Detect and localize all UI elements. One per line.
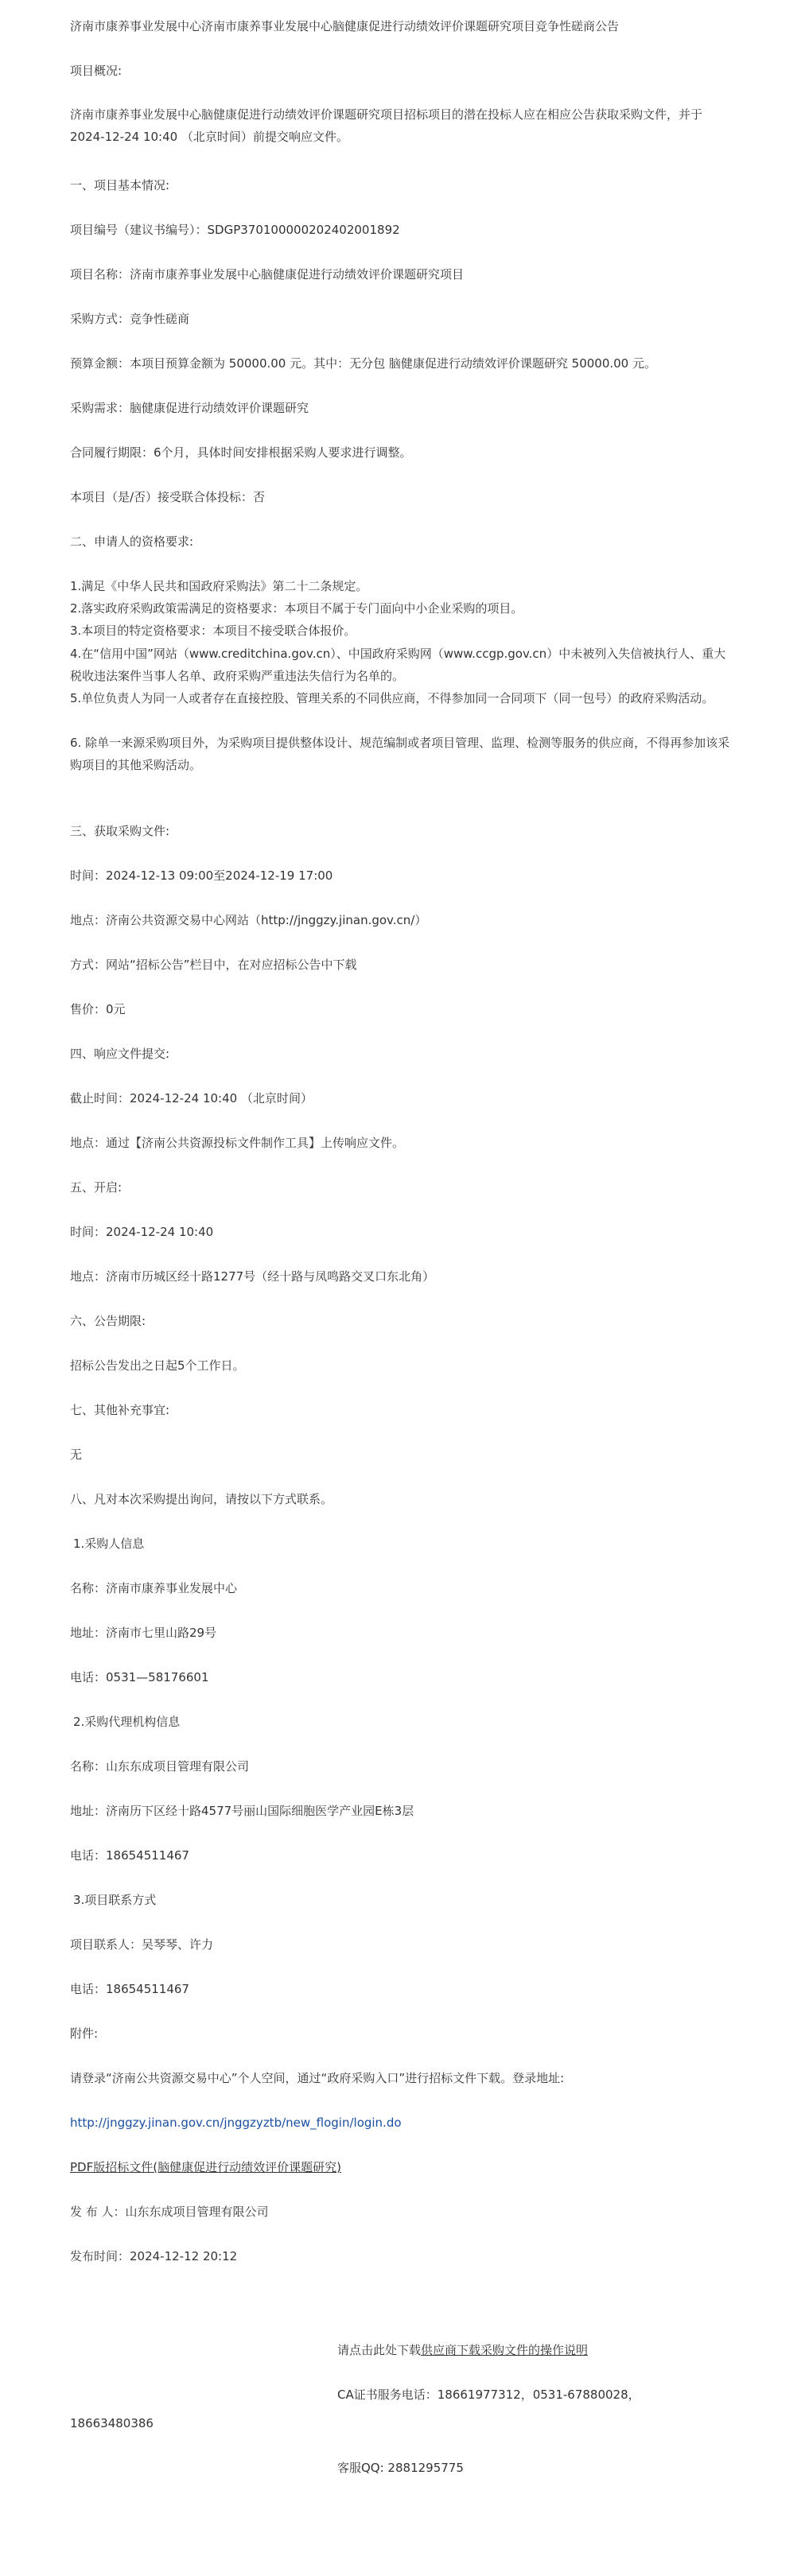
project-number: 项目编号（建议书编号）：SDGP370100000202402001892 [70, 223, 400, 237]
section7-heading: 七、其他补充事宜: [70, 1403, 170, 1417]
purchaser-address: 地址：济南市七里山路29号 [70, 1626, 217, 1640]
footer-download-line [337, 2340, 735, 2360]
supplement: 无 [70, 1447, 83, 1462]
pdf-download-link[interactable]: PDF版招标文件(脑健康促进行动绩效评价课题研究) [70, 2160, 341, 2174]
publisher: 发 布 人：山东东成项目管理有限公司 [70, 2205, 269, 2219]
overview-text: 济南市康养事业发展中心脑健康促进行动绩效评价课题研究项目招标项目的潜在投标人应在相应公告获取采购文件，并于2024-12-24 10:40 （北京时间）前提交响应文件。 [70, 107, 703, 144]
obtain-method: 方式：网站“招标公告”栏目中，在对应招标公告中下载 [70, 958, 357, 972]
footer-qq: 客服QQ: 2881295775 [337, 2461, 464, 2475]
contract-period: 合同履行期限：6个月，具体时间安排根据采购人要求进行调整。 [70, 445, 412, 460]
section2-heading: 二、申请人的资格要求: [70, 534, 194, 549]
open-location: 地点：济南市历城区经十路1277号（经十路与凤鸣路交叉口东北角） [70, 1269, 435, 1284]
publish-time: 发布时间：2024-12-12 20:12 [70, 2249, 238, 2263]
obtain-location: 地点：济南公共资源交易中心网站（http://jnggzy.jinan.gov.cn/） [70, 913, 427, 927]
footer-ca-service-cont: 18663480386 [70, 2416, 154, 2430]
purchaser-heading: 1.采购人信息 [73, 1537, 145, 1551]
section8-heading: 八、凡对本次采购提出询问，请按以下方式联系。 [70, 1492, 333, 1506]
contact-heading: 3.项目联系方式 [73, 1893, 157, 1907]
deadline: 截止时间：2024-12-24 10:40 （北京时间） [70, 1091, 313, 1105]
joint-bid: 本项目（是/否）接受联合体投标：否 [70, 490, 266, 504]
procurement-method: 采购方式：竞争性磋商 [70, 312, 190, 326]
overview-heading: 项目概况: [70, 64, 123, 78]
budget: 预算金额：本项目预算金额为 50000.00 元。其中：无分包 脑健康促进行动绩效评价课题研究 50000.00 元。 [70, 356, 656, 371]
agency-name: 名称：山东东成项目管理有限公司 [70, 1759, 250, 1774]
purchaser-phone: 电话：0531—58176601 [70, 1670, 209, 1684]
contact-phone: 电话：18654511467 [70, 1982, 189, 1996]
attachment-label: 附件: [70, 2026, 99, 2041]
section4-heading: 四、响应文件提交: [70, 1047, 170, 1061]
price: 售价：0元 [70, 1002, 126, 1016]
section1-heading: 一、项目基本情况: [70, 178, 170, 192]
section3-heading: 三、获取采购文件: [70, 824, 170, 838]
qualification-item: 3.本项目的特定资格要求：本项目不接受联合体报价。 [70, 624, 356, 638]
section5-heading: 五、开启: [70, 1180, 123, 1195]
page-title: 济南市康养事业发展中心济南市康养事业发展中心脑健康促进行动绩效评价课题研究项目竞争性磋商公告 [70, 19, 620, 33]
qualification-item: 4.在“信用中国”网站（www.creditchina.gov.cn）、中国政府采购网（www.ccgp.gov.cn）中未被列入失信被执行人、重大税收违法案件当事人名单、政府采购严重违法失信行为名单的。 [70, 647, 726, 683]
agency-phone: 电话：18654511467 [70, 1848, 189, 1863]
procurement-demand: 采购需求：脑健康促进行动绩效评价课题研究 [70, 401, 309, 415]
obtain-time: 时间：2024-12-13 09:00至2024-12-19 17:00 [70, 868, 333, 883]
agency-address: 地址：济南历下区经十路4577号丽山国际细胞医学产业园E栋3层 [70, 1804, 414, 1818]
contact-person: 项目联系人：吴琴琴、许力 [70, 1937, 214, 1952]
purchaser-name: 名称：济南市康养事业发展中心 [70, 1581, 238, 1595]
qualification-item: 5.单位负责人为同一人或者存在直接控股、管理关系的不同供应商，不得参加同一合同项下（同一包号）的政府采购活动。 [70, 691, 714, 705]
project-name: 项目名称：济南市康养事业发展中心脑健康促进行动绩效评价课题研究项目 [70, 267, 465, 282]
footer-download-prefix: 请点击此处下载 [337, 2343, 422, 2357]
login-url-link[interactable]: http://jnggzy.jinan.gov.cn/jnggzyztb/new_flogin/login.do [70, 2116, 402, 2130]
agency-heading: 2.采购代理机构信息 [73, 1715, 181, 1729]
footer-ca-service: CA证书服务电话：18661977312，0531-67880028， [337, 2388, 640, 2402]
qualification-item: 1.满足《中华人民共和国政府采购法》第二十二条规定。 [70, 579, 368, 593]
operation-guide-link[interactable]: 供应商下载采购文件的操作说明 [421, 2343, 589, 2357]
section6-heading: 六、公告期限: [70, 1314, 146, 1328]
submit-location: 地点：通过【济南公共资源投标文件制作工具】上传响应文件。 [70, 1136, 405, 1150]
open-time: 时间：2024-12-24 10:40 [70, 1225, 214, 1239]
login-instructions: 请登录“济南公共资源交易中心”个人空间，通过“政府采购入口”进行招标文件下载。登录地址: [70, 2071, 565, 2085]
notice-period: 招标公告发出之日起5个工作日。 [70, 1358, 245, 1373]
qualification-item: 2.落实政府采购政策需满足的资格要求：本项目不属于专门面向中小企业采购的项目。 [70, 601, 523, 616]
qualification-item: 6. 除单一来源采购项目外，为采购项目提供整体设计、规范编制或者项目管理、监理、检测等服务的供应商，不得再参加该采购项目的其他采购活动。 [70, 736, 730, 772]
